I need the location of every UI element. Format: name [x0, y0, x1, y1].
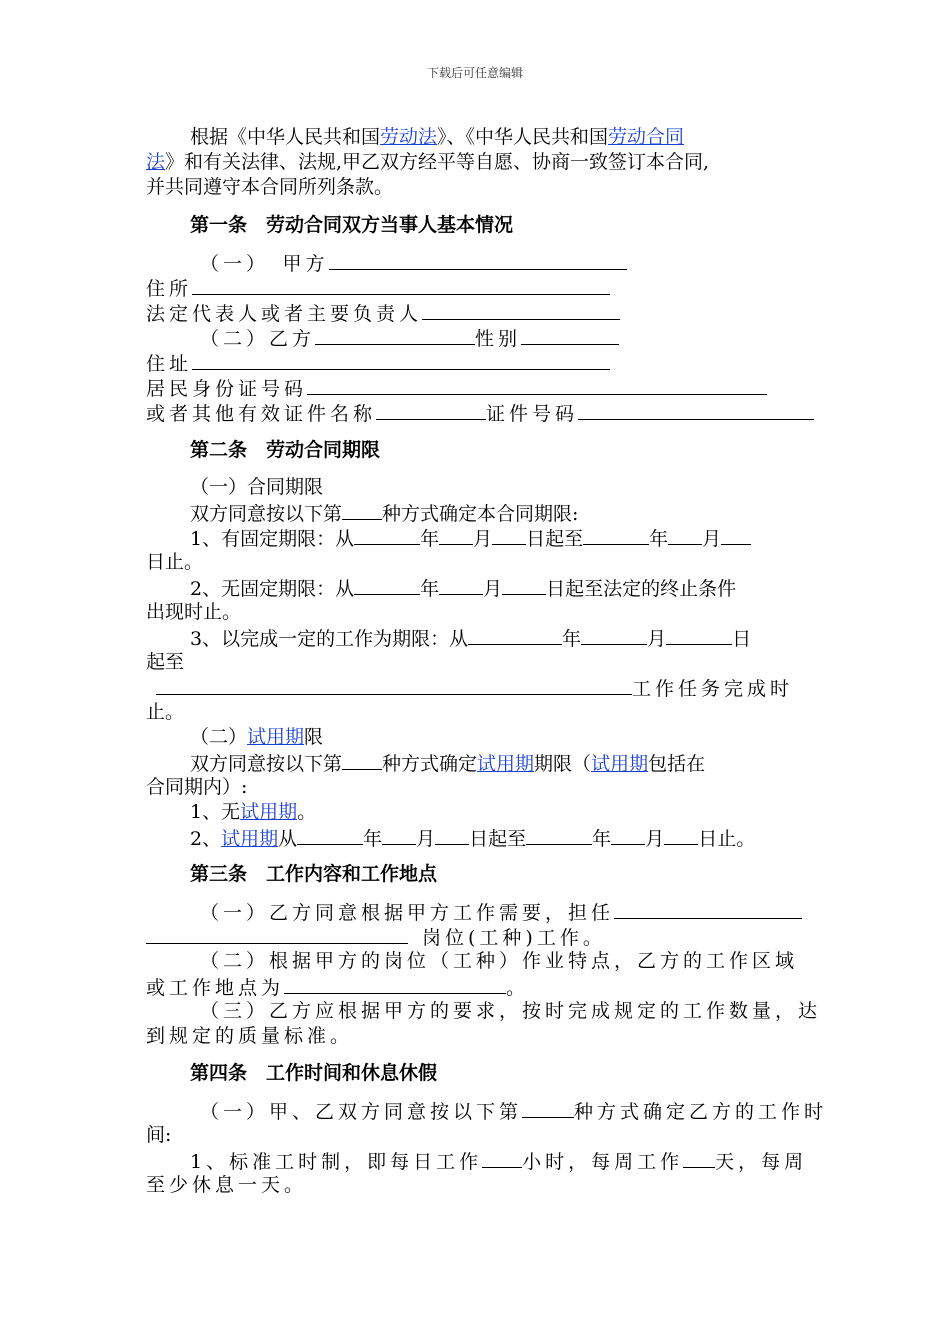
quality-line-2: 到规定的质量标准。 — [146, 1025, 354, 1047]
month-label: 月 — [702, 528, 722, 550]
party-a-line — [200, 249, 627, 275]
probation-method-line-2: 合同期内）: — [146, 776, 248, 798]
year-label: 年 — [562, 628, 582, 650]
start-month-blank[interactable] — [439, 524, 473, 545]
open-term-line — [190, 574, 736, 600]
term-method-line — [190, 499, 578, 525]
intro-line-1 — [190, 124, 684, 150]
year-label: 年 — [649, 528, 669, 550]
party-b-blank[interactable] — [315, 324, 475, 345]
start-year-blank[interactable] — [354, 524, 420, 545]
page-header: 下载后可任意编辑 — [426, 66, 523, 80]
position-blank[interactable] — [614, 898, 802, 919]
representative-line — [146, 299, 620, 325]
labor-contract-law-link-tail[interactable]: 法 — [146, 151, 166, 173]
labor-law-link[interactable]: 劳动法 — [380, 126, 438, 148]
work-hours-method-text: 种方式确定乙方的工作时 — [574, 1101, 828, 1123]
gender-blank[interactable] — [521, 324, 619, 345]
cert-number-blank[interactable] — [578, 399, 814, 420]
weekly-days-blank[interactable] — [683, 1147, 715, 1168]
no-probation-label: 1、无 — [190, 801, 241, 823]
punctuation: 。 — [506, 977, 530, 999]
id-number-line — [146, 374, 767, 400]
party-b-label: （二）乙方 — [200, 328, 316, 350]
work-area-line-2 — [146, 973, 529, 999]
representative-label: 法定代表人或者主要负责人 — [146, 303, 423, 325]
probation-end-month-blank[interactable] — [611, 824, 645, 845]
residence-label: 住所 — [146, 278, 193, 300]
work-hours-method-line-2: 间: — [146, 1124, 172, 1146]
intro-text: 》、《中华人民共和国 — [437, 126, 609, 148]
task-term-line — [190, 624, 751, 650]
intro-line-2 — [146, 149, 709, 175]
term-method-text: 种方式确定本合同期限: — [382, 503, 579, 525]
address-label: 住址 — [146, 353, 193, 375]
post-blank[interactable] — [146, 923, 408, 944]
from-label: 从 — [278, 828, 298, 850]
end-day-blank[interactable] — [721, 524, 751, 545]
position-line-2 — [146, 923, 606, 949]
open-term-tail: 日起至法定的终止条件 — [546, 578, 737, 600]
probation-method-blank[interactable] — [342, 749, 382, 770]
address-line — [146, 349, 610, 375]
month-label: 月 — [416, 828, 436, 850]
position-line — [200, 898, 802, 924]
month-label: 月 — [647, 628, 667, 650]
probation-period-line — [190, 824, 755, 850]
party-b-line — [200, 324, 619, 350]
post-label: 岗位(工种)工作。 — [422, 927, 606, 949]
probation-heading — [190, 724, 323, 750]
month-label: 月 — [483, 578, 503, 600]
article-4-title: 第四条 工作时间和休息休假 — [190, 1062, 438, 1084]
task-term-label: 3、以完成一定的工作为期限：从 — [190, 628, 469, 650]
probation-period-label: 2、 — [190, 828, 222, 850]
standard-hours-line-2: 至少休息一天。 — [146, 1174, 308, 1196]
month-label: 月 — [473, 528, 493, 550]
fixed-term-end: 日止。 — [146, 551, 204, 573]
day-to-label: 日起至 — [526, 528, 584, 550]
probation-link[interactable]: 试用期 — [247, 726, 305, 748]
start-day-blank[interactable] — [492, 524, 526, 545]
probation-link[interactable]: 试用期 — [240, 801, 298, 823]
punctuation: 。 — [297, 801, 317, 823]
probation-link[interactable]: 试用期 — [221, 828, 279, 850]
term-method-text: 双方同意按以下第 — [190, 503, 343, 525]
other-id-line — [146, 399, 814, 425]
standard-hours-text: 小时，每周工作 — [522, 1151, 684, 1173]
term-method-blank[interactable] — [342, 499, 382, 520]
end-year-blank[interactable] — [583, 524, 649, 545]
standard-hours-line — [190, 1147, 807, 1173]
open-day-blank[interactable] — [502, 574, 546, 595]
fixed-term-label: 1、有固定期限：从 — [190, 528, 355, 550]
party-a-blank[interactable] — [329, 249, 627, 270]
open-year-blank[interactable] — [354, 574, 420, 595]
probation-start-year-blank[interactable] — [297, 824, 363, 845]
address-blank[interactable] — [192, 349, 610, 370]
day-to-label: 日起至 — [469, 828, 527, 850]
open-term-line-2: 出现时止。 — [146, 601, 242, 623]
task-term-line-3 — [156, 674, 793, 700]
probation-suffix: 限 — [304, 726, 324, 748]
no-probation-line — [190, 799, 316, 825]
position-text: （一）乙方同意根据甲方工作需要，担任 — [200, 902, 615, 924]
work-place-label: 或工作地点为 — [146, 977, 285, 999]
residence-blank[interactable] — [192, 274, 610, 295]
cert-number-label: 证件号码 — [486, 403, 579, 425]
probation-method-text: 包括在 — [648, 753, 706, 775]
probation-method-line — [190, 749, 705, 775]
task-term-line-4: 止。 — [146, 701, 185, 723]
standard-hours-text: 1、标准工时制，即每日工作 — [190, 1151, 483, 1173]
open-month-blank[interactable] — [439, 574, 483, 595]
standard-hours-text: 天，每周 — [715, 1151, 808, 1173]
end-month-blank[interactable] — [668, 524, 702, 545]
year-label: 年 — [420, 578, 440, 600]
month-label: 月 — [645, 828, 665, 850]
article-1-title: 第一条 劳动合同双方当事人基本情况 — [190, 214, 514, 236]
quality-line: （三）乙方应根据甲方的要求，按时完成规定的工作数量，达 — [200, 1000, 822, 1022]
residence-line — [146, 274, 610, 300]
task-description-blank[interactable] — [156, 674, 632, 695]
id-number-blank[interactable] — [307, 374, 767, 395]
other-id-blank[interactable] — [376, 399, 486, 420]
id-number-label: 居民身份证号码 — [146, 378, 308, 400]
probation-prefix: （二） — [190, 726, 248, 748]
probation-start-day-blank[interactable] — [435, 824, 469, 845]
other-id-label: 或者其他有效证件名称 — [146, 403, 377, 425]
work-hours-method-line — [200, 1097, 827, 1123]
task-year-blank[interactable] — [468, 624, 562, 645]
probation-method-text: 种方式确定 — [382, 753, 478, 775]
task-term-line-2: 起至 — [146, 651, 185, 673]
probation-method-text: 双方同意按以下第 — [190, 753, 343, 775]
labor-contract-law-link[interactable]: 劳动合同 — [608, 126, 685, 148]
open-term-label: 2、无固定期限：从 — [190, 578, 355, 600]
work-place-blank[interactable] — [284, 973, 506, 994]
work-hours-method-blank[interactable] — [522, 1097, 574, 1118]
contract-term-heading: （一）合同期限 — [190, 476, 324, 498]
fixed-term-line — [190, 524, 751, 550]
work-hours-method-text: （一）甲、乙双方同意按以下第 — [200, 1101, 523, 1123]
representative-blank[interactable] — [422, 299, 620, 320]
probation-link[interactable]: 试用期 — [591, 753, 649, 775]
task-month-blank[interactable] — [581, 624, 647, 645]
probation-start-month-blank[interactable] — [382, 824, 416, 845]
task-day-blank[interactable] — [666, 624, 732, 645]
intro-text: 》和有关法律、法规,甲乙双方经平等自愿、协商一致签订本合同, — [165, 151, 710, 173]
day-label: 日 — [732, 628, 752, 650]
gender-label: 性别 — [475, 328, 522, 350]
daily-hours-blank[interactable] — [482, 1147, 522, 1168]
probation-link[interactable]: 试用期 — [477, 753, 535, 775]
day-end-label: 日止。 — [698, 828, 756, 850]
intro-line-3: 并共同遵守本合同所列条款。 — [146, 176, 394, 198]
task-completion-label: 工作任务完成时 — [632, 678, 794, 700]
probation-end-year-blank[interactable] — [526, 824, 592, 845]
article-3-title: 第三条 工作内容和工作地点 — [190, 863, 438, 885]
year-label: 年 — [420, 528, 440, 550]
intro-text: 根据《中华人民共和国 — [190, 126, 381, 148]
year-label: 年 — [592, 828, 612, 850]
probation-method-text: 期限（ — [534, 753, 592, 775]
probation-end-day-blank[interactable] — [664, 824, 698, 845]
party-a-label: （一） 甲方 — [200, 253, 329, 275]
year-label: 年 — [363, 828, 383, 850]
work-area-line: （二）根据甲方的岗位（工种）作业特点，乙方的工作区域 — [200, 950, 799, 972]
article-2-title: 第二条 劳动合同期限 — [190, 439, 381, 461]
